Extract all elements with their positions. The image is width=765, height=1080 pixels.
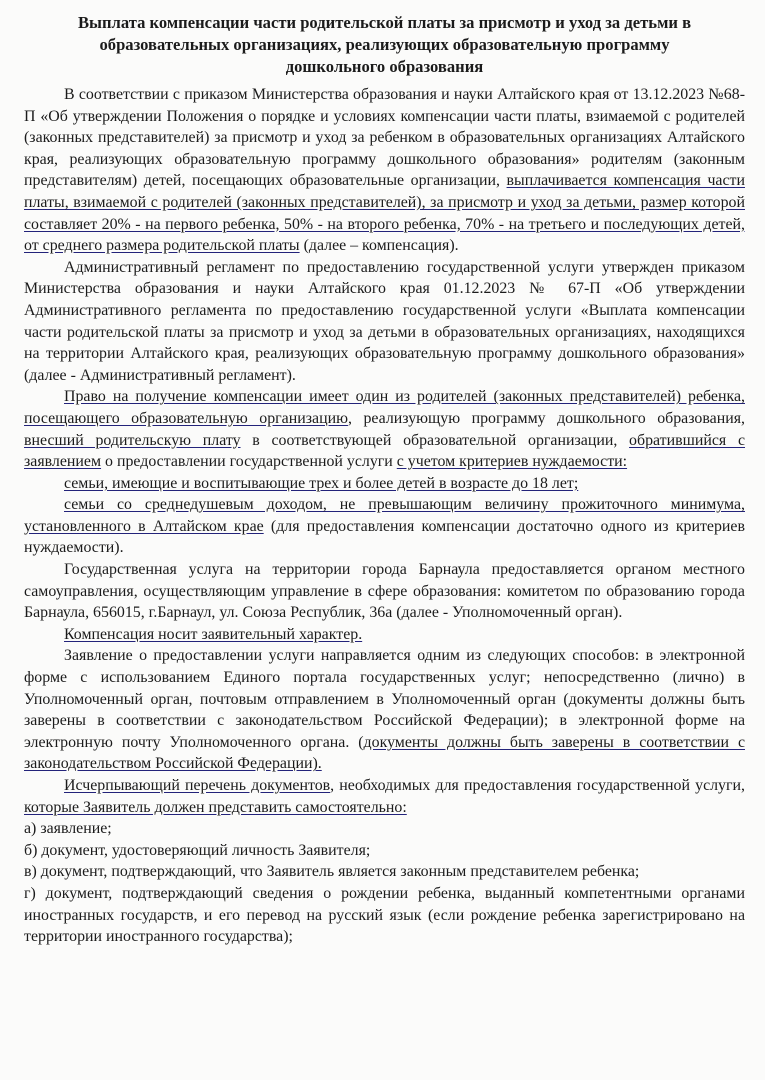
list-item: г) документ, подтверждающий сведения о рождении ребенка, выданный компетентными органами иностранных государств, и его перевод на русский язык (если рождение ребенка зарегистрировано на территории иностранного государства);: [24, 884, 745, 946]
underlined-text: документы должны быть заверены в соответствии с законодательством Российской Федерации).: [24, 733, 745, 773]
underlined-text: Исчерпывающий перечень документов: [64, 777, 331, 794]
paragraph-submission-methods: [24, 645, 745, 775]
underlined-text: с учетом критериев нуждаемости:: [396, 453, 628, 471]
underlined-text: семьи, имеющие и воспитывающие трех и более детей в возрасте до 18 лет;: [64, 474, 579, 492]
text: , реализующую программу дошкольного образования,: [347, 409, 745, 427]
text: (далее – компенсация).: [299, 237, 459, 255]
list-item: в) документ, подтверждающий, что Заявитель является законным представителем ребенка;: [24, 863, 640, 881]
paragraph-admin-regulation: Административный регламент по предоставлению государственной услуги утвержден приказом Министерства образования и науки Алтайского края 01.12.2023 № 67-П «Об утверждении Административного регламента по предоставлению государственной услуги «Выплата компенсации части родительской платы за присмотр и уход за детьми в образовательных организациях, находящихся на территории Алтайского края, реализующих образовательную программу дошкольного образования» (далее - Административный регламент).: [24, 258, 745, 384]
underlined-text: Право на получение компенсации имеет один из родителей (законных представителей) ребенка, посещающего образовательную организацию: [24, 388, 745, 427]
text: о предоставлении государственной услуги: [101, 453, 397, 471]
criterion-large-family: [24, 473, 745, 495]
text: в соответствующей образовательной организации,: [240, 431, 630, 449]
underlined-text: которые Заявитель должен представить самостоятельно:: [24, 798, 407, 816]
underlined-text: семьи со среднедушевым доходом, не превышающим величину прожиточного минимума, установленного в Алтайском крае: [24, 496, 745, 535]
underlined-text: внесший родительскую плату: [24, 431, 241, 449]
paragraph-authorized-body: Государственная услуга на территории города Барнаула предоставляется органом местного самоуправления, осуществляющим управление в сфере образования: комитетом по образованию города Барнаула, 656015, г.Барнаул, ул. Союза Республик, 36а (далее - Уполномоченный орган).: [24, 561, 745, 622]
paragraph-documents-list: [24, 775, 745, 818]
underlined-text: выплачивается компенсация части платы, взимаемой с родителей (законных представителей), за присмотр и уход за детьми, размер которой составляет 20% - на первого ребенка, 50% - на второго ребенка, 70% - на третьего и последующих детей, от среднего размера родительской платы: [24, 172, 745, 255]
text: Заявление о предоставлении услуги направляется одним из следующих способов: в электронной форме с использованием Единого портала государственных услуг; непосредственно (лично) в Уполномоченный орган, почтовым отправлением в Уполномоченный орган (документы должны быть заверены в соответствии с законодательством Российской Федерации); в электронной форме на электронную почту Уполномоченного органа. (: [24, 647, 745, 751]
underlined-text: Компенсация носит заявительный характер.: [64, 625, 363, 643]
paragraph-application-nature: [24, 624, 745, 646]
title-line: Выплата компенсации части родительской платы за присмотр и уход за детьми в: [77, 13, 692, 32]
list-item: а) заявление;: [24, 820, 112, 838]
document-title: [24, 12, 745, 78]
underlined-text: обратившийся с заявлением: [24, 431, 746, 471]
title-line: образовательных организациях, реализующих образовательную программу: [99, 35, 670, 54]
title-line: дошкольного образования: [285, 57, 484, 76]
text: , необходимых для предоставления государственной услуги,: [330, 777, 745, 794]
text: (для предоставления компенсации достаточно одного из критериев нуждаемости).: [24, 517, 745, 557]
criterion-low-income: [24, 494, 745, 559]
text: В соответствии с приказом Министерства образования и науки Алтайского края от 13.12.2023 №68-П «Об утверждении Положения о порядке и условиях компенсации части платы, взимаемой с родителей (законных представителей) за присмотр и уход за ребенком в образовательных организациях Алтайского края, реализующих образовательную программу дошкольного образования» родителям (законным представителям) детей, посещающих образовательные организации,: [24, 86, 745, 190]
paragraph-eligibility: [24, 386, 745, 472]
paragraph-compensation-basis: [24, 84, 745, 257]
list-item: б) документ, удостоверяющий личность Заявителя;: [24, 841, 371, 859]
